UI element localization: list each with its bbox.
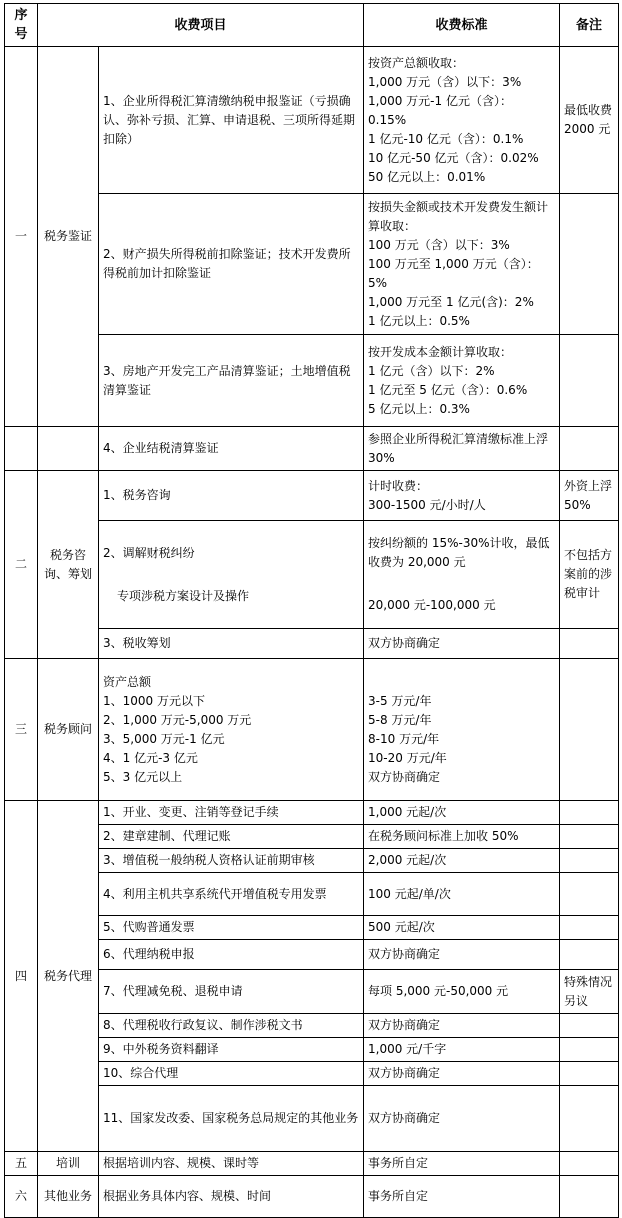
fee-remark bbox=[560, 916, 619, 940]
standard-line: 0.15% bbox=[368, 112, 407, 127]
fee-remark bbox=[560, 849, 619, 873]
fee-standard bbox=[364, 47, 560, 194]
fee-standard: 参照企业所得税汇算清缴标准上浮 30% bbox=[364, 427, 560, 471]
table-row bbox=[5, 801, 619, 825]
fee-remark bbox=[560, 1014, 619, 1038]
header-row bbox=[5, 4, 619, 47]
fee-standard: 1,000 元起/次 bbox=[364, 801, 560, 825]
fee-standard: 双方协商确定 bbox=[364, 1086, 560, 1152]
section-category: 培训 bbox=[38, 1152, 99, 1176]
item-line: 资产总额 bbox=[103, 674, 152, 689]
fee-standard: 500 元起/次 bbox=[364, 916, 560, 940]
standard-line: 计时收费： bbox=[368, 478, 429, 493]
fee-item: 根据培训内容、规模、课时等 bbox=[99, 1152, 364, 1176]
item-line: 2、1,000 万元-5,000 万元 bbox=[103, 712, 252, 727]
table-row bbox=[5, 427, 619, 471]
fee-standard: 每项 5,000 元-50,000 元 bbox=[364, 970, 560, 1014]
fee-item: 4、利用主机共享系统代开增值税专用发票 bbox=[99, 873, 364, 916]
standard-line: 1 亿元至 5 亿元（含）：0.6% bbox=[368, 382, 528, 397]
standard-line: 50 亿元以上：0.01% bbox=[368, 169, 486, 184]
standard-line: 5-8 万元/年 bbox=[368, 712, 432, 727]
fee-standard bbox=[364, 335, 560, 427]
fee-remark bbox=[560, 629, 619, 659]
fee-standard: 2,000 元起/次 bbox=[364, 849, 560, 873]
section-seq: 四 bbox=[5, 801, 38, 1152]
fee-item: 5、代购普通发票 bbox=[99, 916, 364, 940]
fee-standard: 事务所自定 bbox=[364, 1152, 560, 1176]
fee-standard: 双方协商确定 bbox=[364, 629, 560, 659]
fee-item: 11、国家发改委、国家税务总局规定的其他业务 bbox=[99, 1086, 364, 1152]
standard-line: 1,000 万元（含）以下：3% bbox=[368, 74, 522, 89]
section-seq: 五 bbox=[5, 1152, 38, 1176]
standard-line: 5% bbox=[368, 275, 388, 290]
fee-remark bbox=[560, 801, 619, 825]
fee-item: 2、财产损失所得税前扣除鉴证；技术开发费所得税前加计扣除鉴证 bbox=[99, 194, 364, 335]
fee-item: 8、代理税收行政复议、制作涉税文书 bbox=[99, 1014, 364, 1038]
fee-item: 2、建章建制、代理记账 bbox=[99, 825, 364, 849]
fee-standard bbox=[364, 659, 560, 801]
standard-line: 1 亿元（含）以下：2% bbox=[368, 363, 495, 378]
fee-item: 9、中外税务资料翻译 bbox=[99, 1038, 364, 1062]
standard-sub: 20,000 元-100,000 元 bbox=[368, 598, 496, 612]
fee-item: 3、增值税一般纳税人资格认证前期审核 bbox=[99, 849, 364, 873]
section-category-empty bbox=[38, 427, 99, 471]
standard-line: 按纠纷额的 15%-30%计收，最低收费为 20,000 元 bbox=[368, 536, 550, 569]
fee-item bbox=[99, 521, 364, 629]
standard-line: 3-5 万元/年 bbox=[368, 693, 432, 708]
standard-line: 300-1500 元/小时/人 bbox=[368, 497, 486, 512]
standard-line: 按开发成本金额计算收取： bbox=[368, 344, 513, 359]
standard-line: 5 亿元以上：0.3% bbox=[368, 401, 470, 416]
section-seq-empty bbox=[5, 427, 38, 471]
fee-item: 3、房地产开发完工产品清算鉴证；土地增值税清算鉴证 bbox=[99, 335, 364, 427]
fee-remark bbox=[560, 873, 619, 916]
section-category: 税务鉴证 bbox=[38, 47, 99, 427]
section-category: 税务顾问 bbox=[38, 659, 99, 801]
fee-standard: 在税务顾问标准上加收 50% bbox=[364, 825, 560, 849]
fee-item: 根据业务具体内容、规模、时间 bbox=[99, 1176, 364, 1218]
standard-line: 按损失金额或技术开发费发生额计算收取： bbox=[368, 199, 549, 233]
fee-item: 3、税收筹划 bbox=[99, 629, 364, 659]
header-standard: 收费标准 bbox=[364, 4, 560, 47]
fee-item: 1、企业所得税汇算清缴纳税申报鉴证（亏损确认、弥补亏损、汇算、申请退税、三项所得延期扣除） bbox=[99, 47, 364, 194]
standard-line: 1 亿元-10 亿元（含）：0.1% bbox=[368, 131, 524, 146]
table-row bbox=[5, 47, 619, 194]
fee-item-main: 2、调解财税纠纷 bbox=[103, 545, 195, 560]
fee-remark bbox=[560, 1038, 619, 1062]
fee-item: 4、企业结税清算鉴证 bbox=[99, 427, 364, 471]
section-category: 税务代理 bbox=[38, 801, 99, 1152]
header-remark: 备注 bbox=[560, 4, 619, 47]
fee-item: 6、代理纳税申报 bbox=[99, 940, 364, 970]
fee-table bbox=[4, 3, 619, 1218]
standard-line: 按资产总额收取： bbox=[368, 55, 465, 70]
fee-remark: 最低收费 2000 元 bbox=[560, 47, 619, 194]
fee-item: 1、开业、变更、注销等登记手续 bbox=[99, 801, 364, 825]
section-category: 税务咨询、筹划 bbox=[38, 471, 99, 659]
fee-remark bbox=[560, 940, 619, 970]
fee-standard bbox=[364, 521, 560, 629]
spacer bbox=[368, 673, 555, 692]
section-seq: 六 bbox=[5, 1176, 38, 1218]
fee-remark: 不包括方案前的涉税审计 bbox=[560, 521, 619, 629]
standard-line: 1,000 万元至 1 亿元(含)：2% bbox=[368, 294, 534, 309]
standard-line: 1,000 万元-1 亿元（含）： bbox=[368, 93, 512, 108]
standard-line: 双方协商确定 bbox=[368, 769, 441, 784]
fee-standard: 双方协商确定 bbox=[364, 1014, 560, 1038]
section-seq: 三 bbox=[5, 659, 38, 801]
fee-item: 1、税务咨询 bbox=[99, 471, 364, 521]
standard-line: 100 万元至 1,000 万元（含）： bbox=[368, 256, 539, 271]
fee-standard bbox=[364, 194, 560, 335]
table-row bbox=[5, 659, 619, 801]
fee-remark bbox=[560, 335, 619, 427]
standard-line: 10-20 万元/年 bbox=[368, 750, 447, 765]
spacer bbox=[368, 572, 555, 596]
section-seq: 一 bbox=[5, 47, 38, 427]
header-item: 收费项目 bbox=[38, 4, 364, 47]
table-row bbox=[5, 1176, 619, 1218]
fee-remark bbox=[560, 825, 619, 849]
table-row bbox=[5, 1152, 619, 1176]
fee-item-sub: 专项涉税方案设计及操作 bbox=[117, 588, 250, 603]
fee-standard: 100 元起/单/次 bbox=[364, 873, 560, 916]
fee-remark bbox=[560, 427, 619, 471]
standard-line: 8-10 万元/年 bbox=[368, 731, 440, 746]
fee-remark bbox=[560, 1152, 619, 1176]
spacer bbox=[103, 563, 359, 587]
item-line: 5、3 亿元以上 bbox=[103, 769, 183, 784]
fee-remark: 特殊情况另议 bbox=[560, 970, 619, 1014]
fee-remark bbox=[560, 1086, 619, 1152]
header-seq: 序号 bbox=[5, 4, 38, 47]
fee-standard bbox=[364, 471, 560, 521]
section-category: 其他业务 bbox=[38, 1176, 99, 1218]
item-line: 1、1000 万元以下 bbox=[103, 693, 205, 708]
fee-remark bbox=[560, 659, 619, 801]
fee-item: 7、代理减免税、退税申请 bbox=[99, 970, 364, 1014]
fee-standard: 双方协商确定 bbox=[364, 940, 560, 970]
fee-remark bbox=[560, 1062, 619, 1086]
item-line: 3、5,000 万元-1 亿元 bbox=[103, 731, 225, 746]
standard-line: 10 亿元-50 亿元（含）：0.02% bbox=[368, 150, 539, 165]
fee-item bbox=[99, 659, 364, 801]
item-line: 4、1 亿元-3 亿元 bbox=[103, 750, 198, 765]
fee-standard: 事务所自定 bbox=[364, 1176, 560, 1218]
fee-item: 10、综合代理 bbox=[99, 1062, 364, 1086]
table-row bbox=[5, 471, 619, 521]
section-seq: 二 bbox=[5, 471, 38, 659]
fee-remark: 外资上浮 50% bbox=[560, 471, 619, 521]
fee-standard: 双方协商确定 bbox=[364, 1062, 560, 1086]
fee-remark bbox=[560, 194, 619, 335]
fee-standard: 1,000 元/千字 bbox=[364, 1038, 560, 1062]
standard-line: 100 万元（含）以下：3% bbox=[368, 237, 510, 252]
standard-line: 1 亿元以上：0.5% bbox=[368, 313, 470, 328]
fee-remark bbox=[560, 1176, 619, 1218]
